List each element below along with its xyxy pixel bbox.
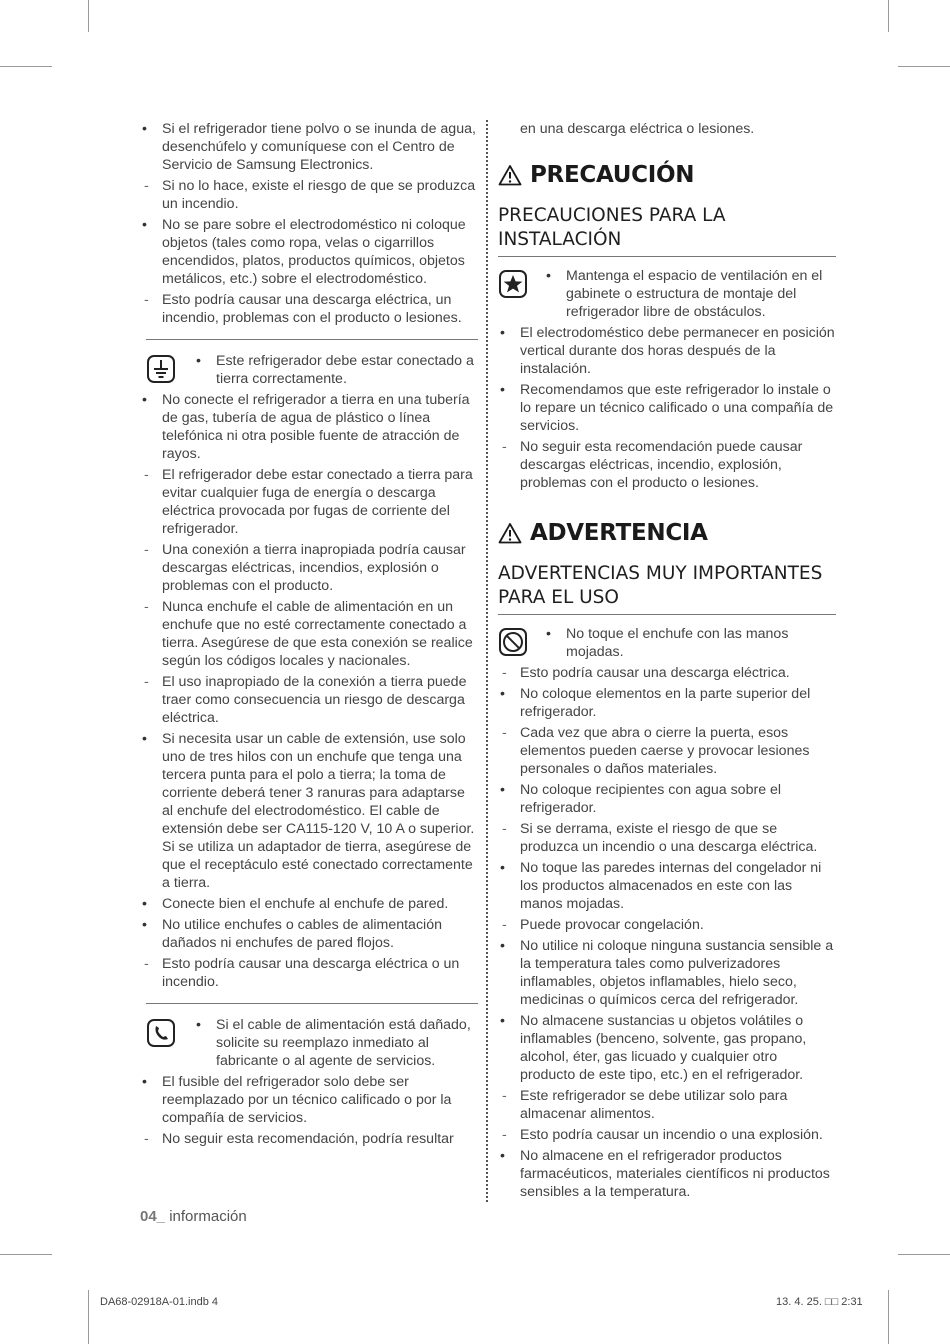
list-item: • No almacene en el refrigerador productos farmacéuticos, materiales científicos ni productos sensibles a la temperatura.: [498, 1147, 836, 1201]
list-item: • Si el refrigerador tiene polvo o se inunda de agua, desenchúfelo y comuníquese con el Centro de Servicio de Samsung Electronics.: [140, 120, 478, 174]
continuation-text: en una descarga eléctrica o lesiones.: [520, 121, 755, 137]
list-item: - Una conexión a tierra inapropiada podría causar descargas eléctricas, incendios, explosión o problemas con el producto.: [140, 541, 478, 595]
warning-triangle-icon: [498, 164, 522, 186]
list-item: - Nunca enchufe el cable de alimentación en un enchufe que no esté correctamente conectado a tierra. Asegúrese de que esta conexión se realice según los códigos locales y nacionales.: [140, 598, 478, 670]
ground-icon: [146, 354, 176, 384]
ground-note-row: [146, 352, 478, 391]
section-name: información: [165, 1208, 247, 1225]
phone-note-row: [146, 1016, 478, 1073]
page-number: 04_: [140, 1208, 166, 1225]
list-item: • No conecte el refrigerador a tierra en una tubería de gas, tubería de agua de plástico o línea telefónica ni otra posible fuente de atracción de rayos.: [140, 391, 478, 463]
crop-mark: [888, 0, 889, 32]
phone-icon: [146, 1018, 176, 1048]
list-item: - No seguir esta recomendación puede causar descargas eléctricas, incendio, explosión, problemas con el producto o lesiones.: [498, 438, 836, 492]
section-rule: [146, 1003, 478, 1004]
ground-note: • Este refrigerador debe estar conectado a tierra correctamente.: [194, 352, 478, 388]
caution-subtitle: PRECAUCIONES PARA LA INSTALACIÓN: [498, 204, 836, 257]
right-column: [498, 120, 836, 1204]
list-item: • No coloque recipientes con agua sobre el refrigerador.: [498, 781, 836, 817]
list-item: • No coloque elementos en la parte superior del refrigerador.: [498, 685, 836, 721]
list-item: - Esto podría causar un incendio o una explosión.: [498, 1126, 836, 1144]
warning-triangle-icon: [498, 522, 522, 544]
list-item: - Este refrigerador se debe utilizar solo para almacenar alimentos.: [498, 1087, 836, 1123]
warning-title: ADVERTENCIA: [530, 520, 708, 546]
list-item: • No se pare sobre el electrodoméstico ni coloque objetos (tales como ropa, velas o cigarrillos encendidos, platos, productos químicos, objetos metálicos, etc.) sobre el electrodoméstico.: [140, 216, 478, 288]
list-item: • El fusible del refrigerador solo debe ser reemplazado por un técnico calificado o por la compañía de servicios.: [140, 1073, 478, 1127]
list-item: - Esto podría causar una descarga eléctrica, un incendio, problemas con el producto o lesiones.: [140, 291, 478, 327]
star-note-row: [498, 267, 836, 324]
list-item: • El electrodoméstico debe permanecer en posición vertical durante dos horas después de la instalación.: [498, 324, 836, 378]
warning-heading: [498, 522, 836, 544]
star-note: • Mantenga el espacio de ventilación en el gabinete o estructura de montaje del refrigerador libre de obstáculos.: [544, 267, 836, 321]
file-name: DA68-02918A-01.indb 4: [100, 1296, 219, 1308]
list-1: [140, 120, 478, 327]
warning-subtitle: ADVERTENCIAS MUY IMPORTANTES PARA EL USO: [498, 562, 836, 615]
section-rule: [146, 339, 478, 340]
list-item: - Esto podría causar una descarga eléctrica.: [498, 664, 836, 682]
list-5: [498, 664, 836, 1201]
prohibit-note-row: [498, 625, 836, 664]
left-column: [140, 120, 478, 1151]
print-timestamp: 13. 4. 25. □□ 2:31: [776, 1296, 863, 1308]
column-divider: [486, 120, 488, 1202]
list-item: - No seguir esta recomendación, podría resultar: [140, 1130, 478, 1148]
list-item: - Cada vez que abra o cierre la puerta, esos elementos pueden caerse y provocar lesiones personales o daños materiales.: [498, 724, 836, 778]
list-item: • Conecte bien el enchufe al enchufe de pared.: [140, 895, 478, 913]
crop-mark: [898, 66, 950, 67]
list-item: - El uso inapropiado de la conexión a tierra puede traer como consecuencia un riesgo de descarga eléctrica.: [140, 673, 478, 727]
caution-heading: [498, 164, 836, 186]
list-item: • No utilice enchufes o cables de alimentación dañados ni enchufes de pared flojos.: [140, 916, 478, 952]
crop-mark: [88, 1290, 89, 1344]
crop-mark: [0, 66, 52, 67]
list-item: • No toque las paredes internas del congelador ni los productos almacenados en este con las manos mojadas.: [498, 859, 836, 913]
list-item: • Recomendamos que este refrigerador lo instale o lo repare un técnico calificado o una compañía de servicios.: [498, 381, 836, 435]
list-4: [498, 324, 836, 492]
list-item: - Si no lo hace, existe el riesgo de que se produzca un incendio.: [140, 177, 478, 213]
star-icon: [498, 269, 528, 299]
prohibit-note: • No toque el enchufe con las manos mojadas.: [544, 625, 836, 661]
list-item: - Si se derrama, existe el riesgo de que se produzca un incendio o una descarga eléctrica.: [498, 820, 836, 856]
crop-mark: [0, 1254, 52, 1255]
phone-note: • Si el cable de alimentación está dañado, solicite su reemplazo inmediato al fabricante o al agente de servicios.: [194, 1016, 478, 1070]
page-footer: [140, 1208, 247, 1225]
list-item: - Puede provocar congelación.: [498, 916, 836, 934]
crop-mark: [898, 1254, 950, 1255]
list-item: - Esto podría causar una descarga eléctrica o un incendio.: [140, 955, 478, 991]
list-item: • No utilice ni coloque ninguna sustancia sensible a la temperatura tales como pulverizadores inflamables, objetos inflamables, hielo seco, medicinas o químicos cerca del refrigerador.: [498, 937, 836, 1009]
list-item: • No almacene sustancias u objetos volátiles o inflamables (benceno, solvente, gas propano, alcohol, éter, gas licuado y cualquier otro producto de este tipo, etc.) en el refrigerador.: [498, 1012, 836, 1084]
no-touch-icon: [498, 627, 528, 657]
list-2: [140, 391, 478, 991]
list-item: • Si necesita usar un cable de extensión, use solo uno de tres hilos con un enchufe que tenga una tercera punta para el polo a tierra; la toma de corriente deberá tener 3 ranuras para adaptarse al enchufe del electrodoméstico. El cable de extensión debe ser CA115-120 V, 10 A o superior. Si se utiliza un adaptador de tierra, asegúrese de que el receptáculo esté conectado correctamente a tierra.: [140, 730, 478, 892]
list-3: [140, 1073, 478, 1148]
crop-mark: [88, 0, 89, 32]
caution-title: PRECAUCIÓN: [530, 162, 695, 188]
crop-mark: [888, 1290, 889, 1344]
list-item: - El refrigerador debe estar conectado a tierra para evitar cualquier fuga de energía o descarga eléctrica provocada por fugas de corriente del refrigerador.: [140, 466, 478, 538]
